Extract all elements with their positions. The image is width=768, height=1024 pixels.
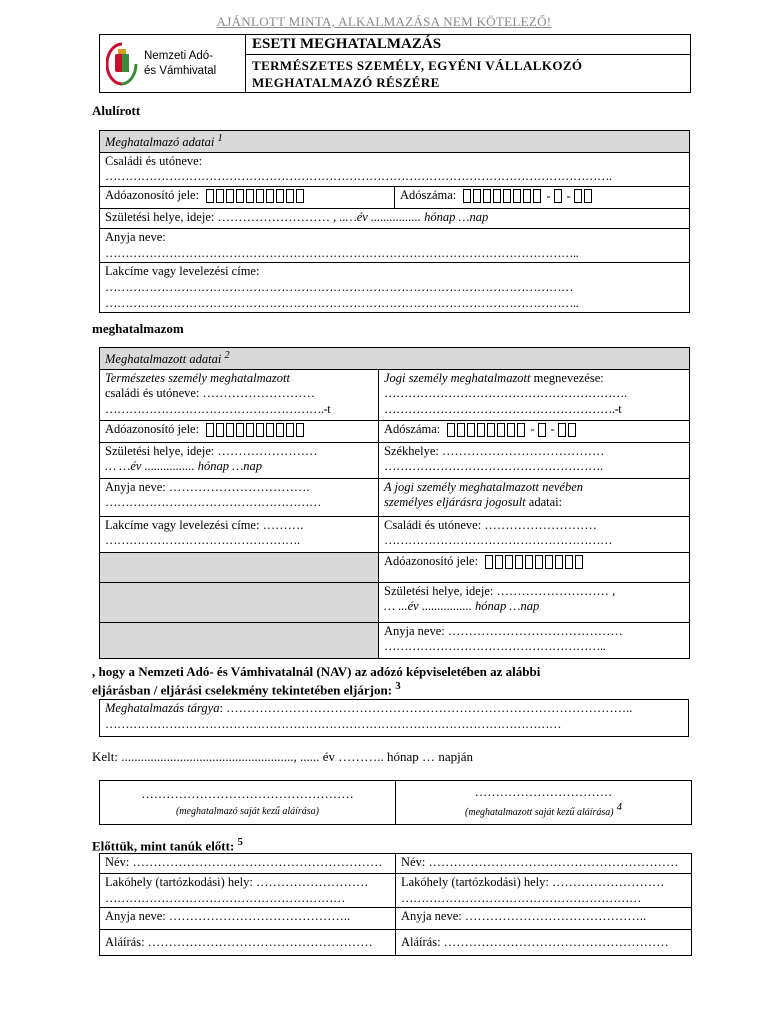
principal-signature-dots: ……………………………………………: [141, 786, 354, 801]
principal-birth-field[interactable]: [100, 209, 690, 229]
agent-rep-label-3: adatai:: [528, 495, 563, 510]
principal-birth-month: hónap …nap: [424, 210, 489, 225]
agent-birth-field[interactable]: [100, 442, 379, 478]
subject-dots-1: : ……………………………………………………………………………………..: [219, 701, 633, 715]
agent-rep-birth-month: hónap …nap: [474, 599, 540, 614]
kelt-napjan: napján: [438, 749, 473, 764]
agent-legal-name-field[interactable]: [379, 369, 690, 420]
principal-address-dots-2: ………………………………………………………………………………………………………..: [105, 295, 579, 310]
kelt-dots: ....................................................., ......: [121, 749, 320, 764]
agent-signature-caption: (meghatalmazott saját kezű aláírása): [465, 807, 614, 819]
agent-table: [99, 347, 690, 659]
agent-taxid-label: Adóazonosító jele:: [105, 421, 200, 436]
principal-taxnum-boxes[interactable]: - -: [463, 188, 593, 204]
agent-birth-year: … …év ................: [105, 459, 195, 474]
agent-shaded-cell-3: [100, 622, 379, 658]
agent-taxnum-field[interactable]: [379, 420, 690, 442]
agent-natural-dots-1: ………………………: [202, 386, 316, 401]
witness2-mother-field[interactable]: Anyja neve: ……………………………………..: [396, 908, 692, 930]
agent-signature-footnote: 4: [616, 801, 622, 813]
agent-section-head: Meghatalmazott adatai $^2$: [100, 348, 690, 370]
agent-representative-head: [379, 478, 690, 516]
agent-legal-dots-2: ………………………………………………….-t: [384, 402, 622, 417]
kelt-line[interactable]: [92, 749, 473, 765]
witness2-signature-field[interactable]: Aláírás: ………………………………………………: [396, 930, 692, 956]
principal-mother-dots: ………………………………………………………………………………………………………..: [105, 245, 579, 260]
principal-table: [99, 130, 690, 313]
signature-table: [99, 780, 692, 825]
kelt-honap: ……….. hónap …: [338, 749, 436, 764]
agent-mother-label: Anyja neve:: [105, 479, 166, 494]
witness1-address-field[interactable]: Lakóhely (tartózkodási) hely: ……………………… ……………………………………………………: [100, 874, 396, 908]
purpose-footnote: 3: [395, 680, 401, 693]
agent-mother-field[interactable]: [100, 478, 379, 516]
agent-address-field[interactable]: [100, 516, 379, 552]
agent-legal-label-1: Jogi személy meghatalmazott: [384, 370, 531, 385]
agent-rep-birth-label: Születési helye, ideje:: [384, 583, 494, 598]
meghatalmazom-label: meghatalmazom: [92, 321, 184, 336]
form-title: ESETI MEGHATALMAZÁS: [246, 35, 690, 55]
agent-taxnum-label: Adószáma:: [384, 421, 441, 436]
nav-logo: [100, 35, 246, 92]
principal-signature-caption: (meghatalmazó saját kezű aláírása): [175, 805, 320, 817]
agent-natural-name-field[interactable]: [100, 369, 379, 420]
logo-line-2: és Vámhivatal: [144, 64, 217, 77]
kelt-ev: év: [322, 749, 336, 764]
principal-address-field[interactable]: [100, 263, 690, 313]
agent-address-label: Lakcíme vagy levelezési címe:: [105, 517, 260, 532]
agent-natural-label-1: Természetes személy meghatalmazott: [105, 370, 290, 385]
purpose-statement: [92, 664, 692, 699]
principal-name-label: Családi és utóneve:: [105, 153, 203, 168]
agent-birth-dots: ……………………: [217, 443, 318, 458]
principal-birth-label: Születési helye, ideje:: [105, 210, 215, 225]
agent-rep-birth-dots: ……………………… ,: [496, 583, 616, 598]
agent-rep-mother-field[interactable]: [379, 622, 690, 658]
witnesses-footnote: 5: [237, 836, 243, 848]
agent-rep-taxid-boxes[interactable]: [485, 554, 585, 570]
agent-seat-label: Székhelye:: [384, 443, 439, 458]
agent-rep-label-1: A jogi személy meghatalmazott nevében: [384, 479, 584, 494]
principal-signature-field[interactable]: [100, 781, 396, 825]
agent-rep-name-field[interactable]: [379, 516, 690, 552]
witness1-name-field[interactable]: Név: ……………………………………………………: [100, 854, 396, 874]
agent-address-dots-2: ………………………………………….: [105, 533, 300, 548]
principal-taxid-boxes[interactable]: [206, 188, 306, 204]
witness2-name-field[interactable]: Név: ……………………………………………………: [396, 854, 692, 874]
witness1-mother-field[interactable]: Anyja neve: ……………………………………..: [100, 908, 396, 930]
principal-name-dots: ……………………………………………………………………………………………………………….: [105, 169, 612, 184]
form-header: [99, 34, 691, 93]
agent-rep-mother-dots-1: ……………………………………: [447, 623, 623, 638]
agent-seat-dots-1: …………………………………: [441, 443, 605, 458]
agent-birth-month: hónap …nap: [197, 459, 262, 474]
agent-seat-dots-2: ……………………………………………….: [384, 459, 603, 474]
agent-seat-field[interactable]: [379, 442, 690, 478]
agent-rep-name-dots-2: …………………………………………………: [384, 533, 612, 548]
principal-section-head: Meghatalmazó adatai $^1$: [100, 131, 690, 153]
purpose-line-1: , hogy a Nemzeti Adó- és Vámhivatalnál (NAV) az adózó képviseletében az alábbi: [92, 664, 541, 679]
subject-dots-2: ……………………………………………………………………………………………………: [105, 716, 561, 731]
agent-natural-dots-2: ……………………………………………….-t: [105, 402, 331, 417]
principal-address-label: Lakcíme vagy levelezési címe:: [105, 264, 260, 279]
witness2-address-field[interactable]: Lakóhely (tartózkodási) hely: ……………………… ……………………………………………………: [396, 874, 692, 908]
agent-mother-dots-1: …………………………….: [168, 479, 310, 494]
agent-signature-dots: ……………………………: [474, 785, 613, 800]
agent-address-dots-1: ……….: [262, 517, 304, 532]
logo-line-1: Nemzeti Adó-: [144, 50, 214, 63]
principal-mother-label: Anyja neve:: [105, 230, 166, 245]
subject-table: [99, 699, 689, 737]
agent-rep-mother-dots-2: ………………………………………………..: [384, 639, 606, 654]
principal-taxid-label: Adóazonosító jele:: [105, 188, 200, 203]
agent-legal-dots-1: …………………………………………………….: [384, 386, 627, 401]
agent-taxid-boxes[interactable]: [206, 422, 306, 438]
agent-natural-label-2: családi és utóneve:: [105, 386, 200, 401]
purpose-line-2: eljárásban / eljárási cselekmény tekintetében eljárjon:: [92, 682, 393, 698]
agent-taxnum-boxes[interactable]: - -: [447, 422, 577, 438]
principal-birth-year: ..…év ................: [339, 210, 421, 225]
witness1-signature-field[interactable]: Aláírás: ………………………………………………: [100, 930, 396, 956]
agent-birth-label: Születési helye, ideje:: [105, 443, 215, 458]
principal-taxnum-label: Adószáma:: [400, 188, 457, 203]
agent-rep-name-dots-1: ………………………: [484, 517, 597, 532]
form-subtitle-2: MEGHATALMAZÓ RÉSZÉRE: [252, 75, 440, 90]
agent-mother-dots-2: ………………………………………………: [105, 495, 321, 510]
principal-taxnum-field[interactable]: [395, 187, 690, 209]
agent-rep-name-label: Családi és utóneve:: [384, 517, 482, 532]
agent-rep-birth-field[interactable]: [379, 582, 690, 622]
subject-label: Meghatalmazás tárgya: [105, 701, 220, 715]
witnesses-heading: Előttük, mint tanúk előtt: $^5$: [92, 836, 243, 854]
principal-address-dots-1: ………………………………………………………………………………………………………: [105, 279, 573, 294]
form-subtitle-1: TERMÉSZETES SZEMÉLY, EGYÉNI VÁLLALKOZÓ: [252, 58, 583, 73]
agent-rep-birth-year: … ...év ................: [384, 599, 472, 614]
agent-shaded-cell-1: [100, 552, 379, 582]
agent-rep-taxid-field[interactable]: [379, 552, 690, 582]
recommended-sample-banner: AJÁNLOTT MINTA, ALKALMAZÁSA NEM KÖTELEZŐ!: [216, 14, 552, 29]
agent-taxid-field[interactable]: [100, 420, 379, 442]
agent-rep-label-2: személyes eljárásra jogosult: [384, 495, 526, 510]
alulirott-label: Alulírott: [92, 103, 141, 118]
agent-rep-mother-label: Anyja neve:: [384, 623, 445, 638]
principal-name-field[interactable]: [100, 152, 690, 186]
agent-signature-field[interactable]: [396, 781, 692, 825]
principal-birth-dots: ……………………… ,: [217, 210, 337, 225]
kelt-label: Kelt:: [92, 749, 118, 764]
agent-rep-taxid-label: Adóazonosító jele:: [384, 553, 479, 568]
principal-taxid-field[interactable]: [100, 187, 395, 209]
witnesses-table: [99, 853, 692, 956]
principal-mother-field[interactable]: [100, 229, 690, 263]
agent-shaded-cell-2: [100, 582, 379, 622]
nav-emblem-icon: [106, 42, 138, 86]
agent-legal-label-2: megnevezése:: [533, 370, 604, 385]
subject-field[interactable]: [100, 700, 689, 737]
